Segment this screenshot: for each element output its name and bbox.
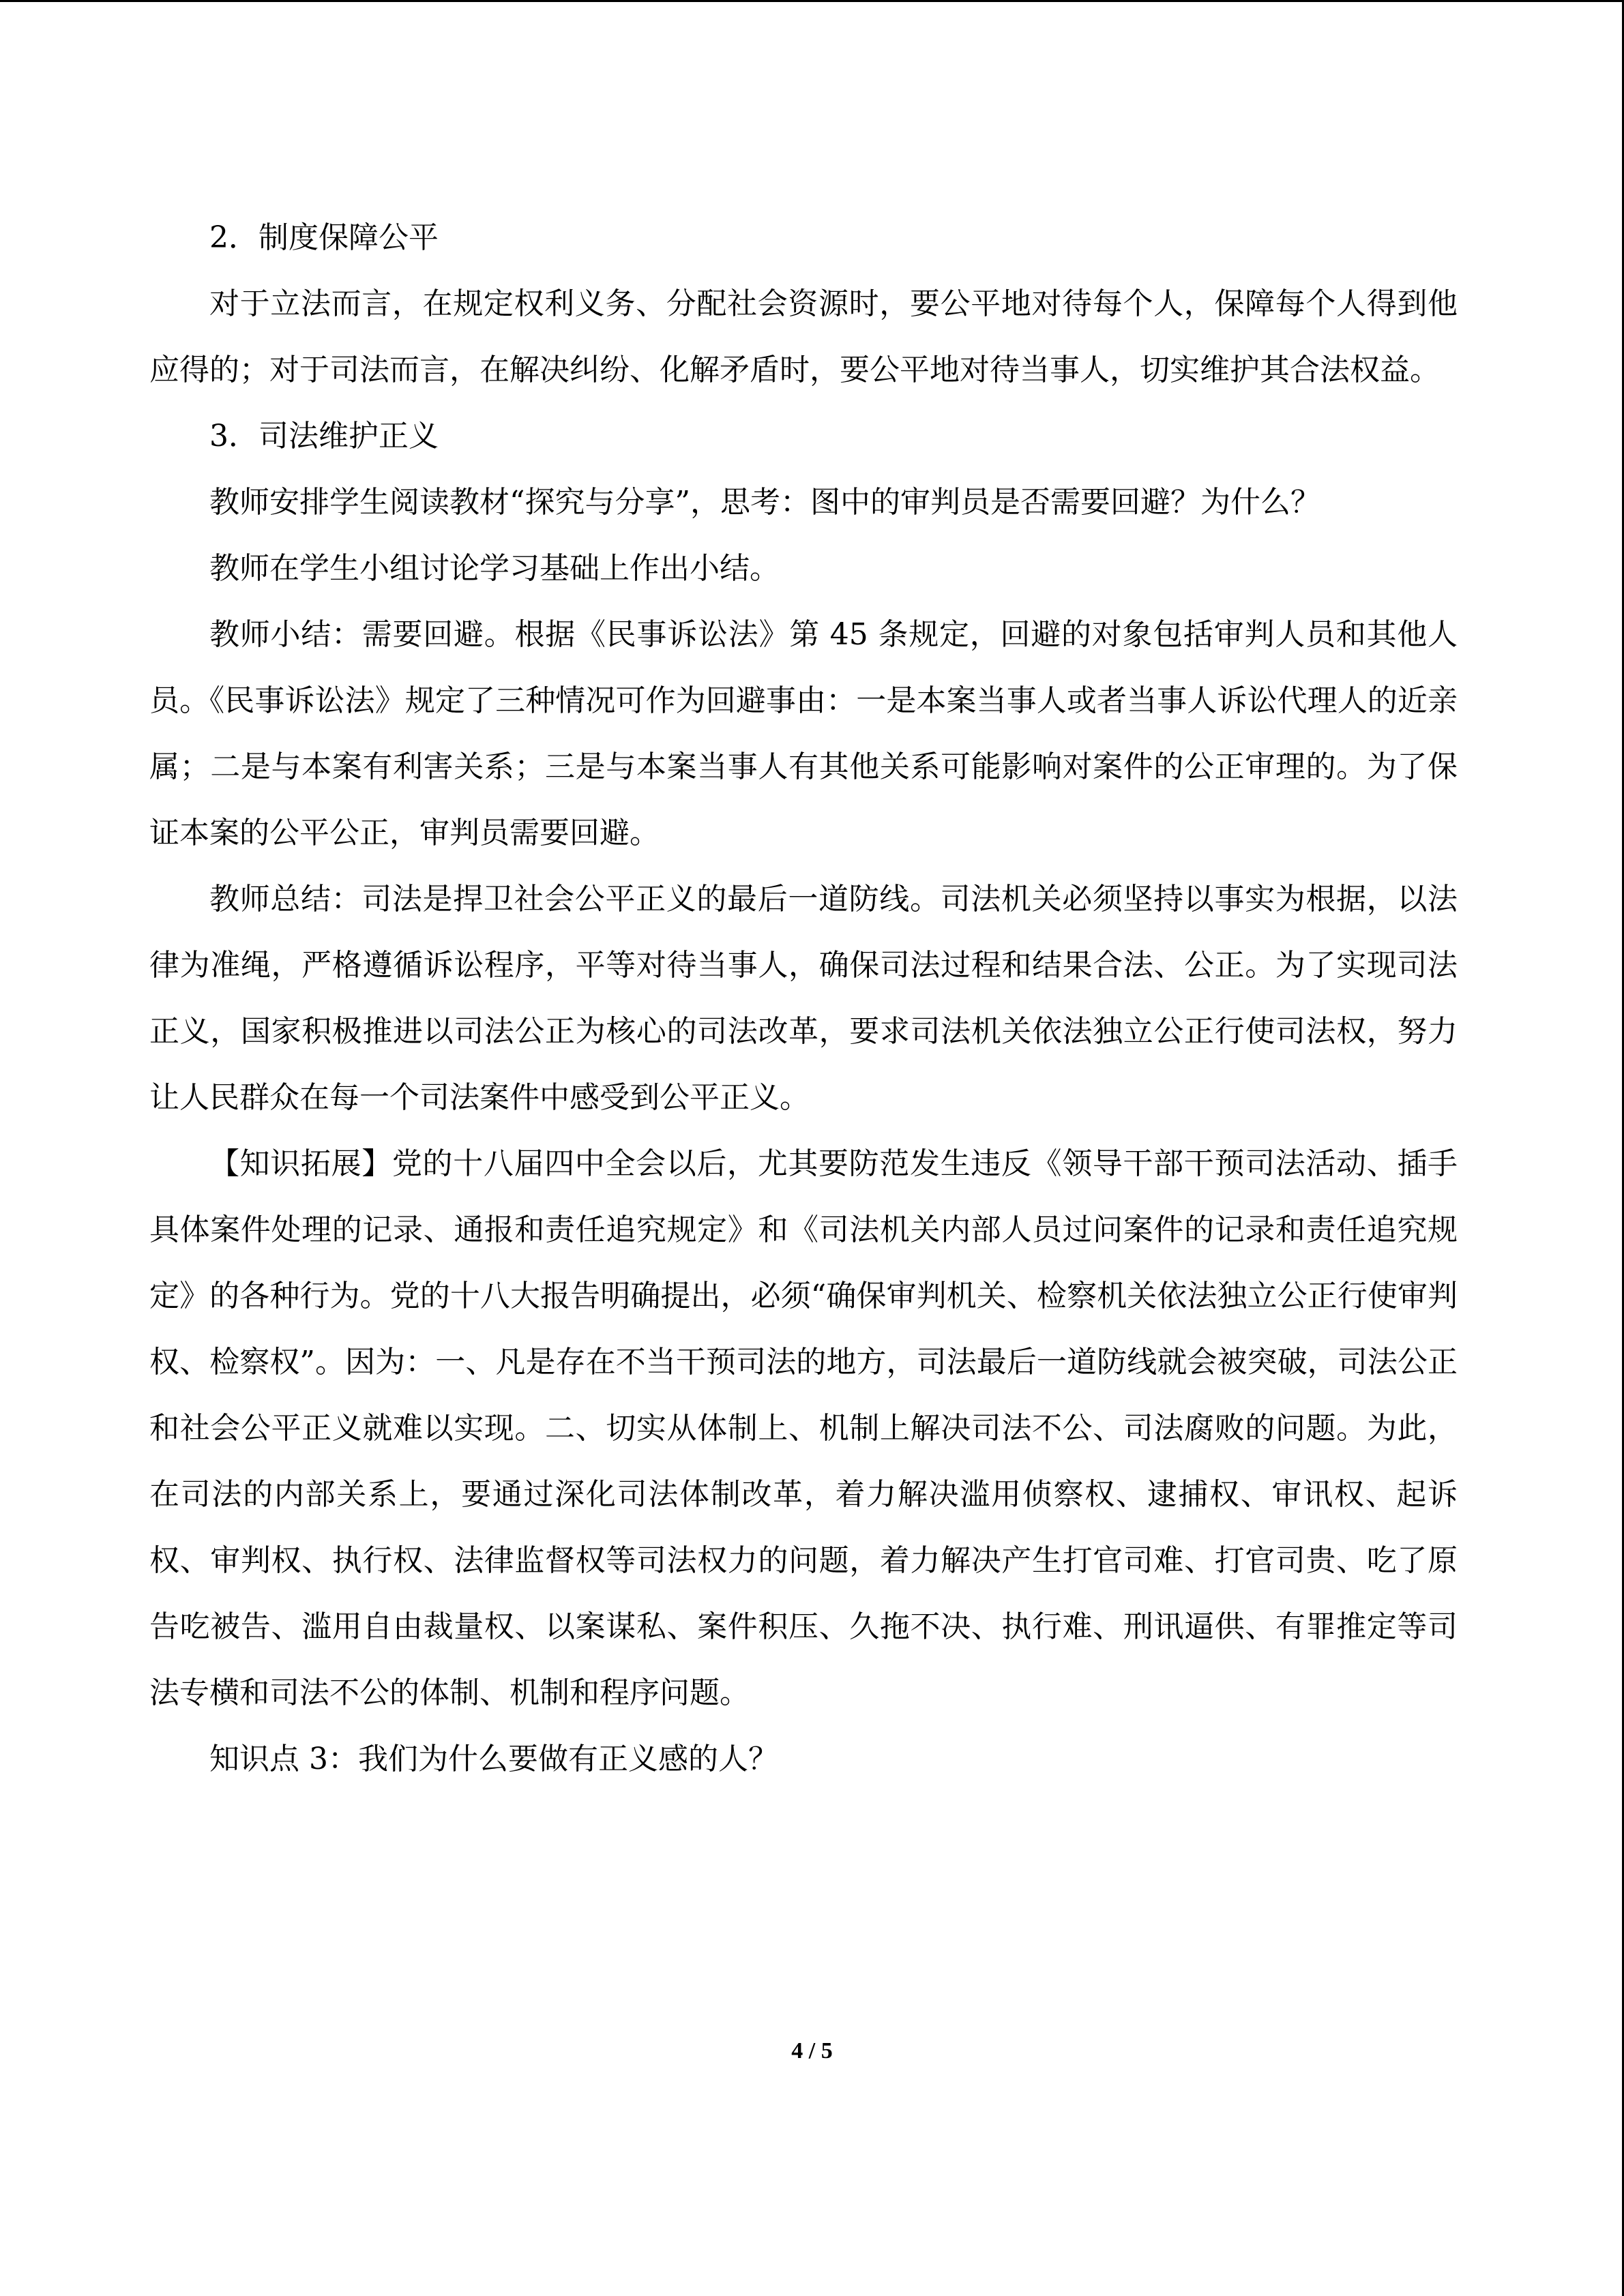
section-heading: 3．司法维护正义	[209, 419, 439, 453]
paragraph: 对于立法而言，在规定权利义务、分配社会资源时，要公平地对待每个人，保障每个人得到他应得的；对于司法而言，在解决纠纷、化解矛盾时，要公平地对待当事人，切实维护其合法权益。	[149, 286, 1458, 387]
page-number: 4 / 5	[791, 2038, 833, 2063]
paragraph: 教师小结：需要回避。根据《民事诉讼法》第 45 条规定，回避的对象包括审判人员和其他人员。《民事诉讼法》规定了三种情况可作为回避事由：一是本案当事人或者当事人诉讼代理人的近亲属；二是与本案有利害关系；三是与本案当事人有其他关系可能影响对案件的公正审理的。为了保证本案的公平公正，审判员需要回避。	[149, 617, 1458, 850]
paragraph: 教师安排学生阅读教材“探究与分享”，思考：图中的审判员是否需要回避？为什么？	[209, 485, 1320, 520]
document-body	[149, 205, 1458, 1792]
paragraph: 【知识拓展】党的十八届四中全会以后，尤其要防范发生违反《领导干部干预司法活动、插手具体案件处理的记录、通报和责任追究规定》和《司法机关内部人员过问案件的记录和责任追究规定》的各种行为。党的十八大报告明确提出，必须“确保审判机关、检察机关依法独立公正行使审判权、检察权”。因为：一、凡是存在不当干预司法的地方，司法最后一道防线就会被突破，司法公正和社会公平正义就难以实现。二、切实从体制上、机制上解决司法不公、司法腐败的问题。为此，在司法的内部关系上，要通过深化司法体制改革，着力解决滥用侦察权、逮捕权、审讯权、起诉权、审判权、执行权、法律监督权等司法权力的问题，着力解决产生打官司难、打官司贵、吃了原告吃被告、滥用自由裁量权、以案谋私、案件积压、久拖不决、执行难、刑讯逼供、有罪推定等司法专横和司法不公的体制、机制和程序问题。	[149, 1146, 1458, 1710]
section-heading: 2．制度保障公平	[209, 220, 439, 255]
paragraph: 教师总结：司法是捍卫社会公平正义的最后一道防线。司法机关必须坚持以事实为根据，以法律为准绳，严格遵循诉讼程序，平等对待当事人，确保司法过程和结果合法、公正。为了实现司法正义，国家积极推进以司法公正为核心的司法改革，要求司法机关依法独立公正行使司法权，努力让人民群众在每一个司法案件中感受到公平正义。	[149, 882, 1458, 1115]
knowledge-point-heading: 知识点 3：我们为什么要做有正义感的人？	[209, 1742, 778, 1776]
paragraph: 教师在学生小组讨论学习基础上作出小结。	[209, 551, 780, 586]
